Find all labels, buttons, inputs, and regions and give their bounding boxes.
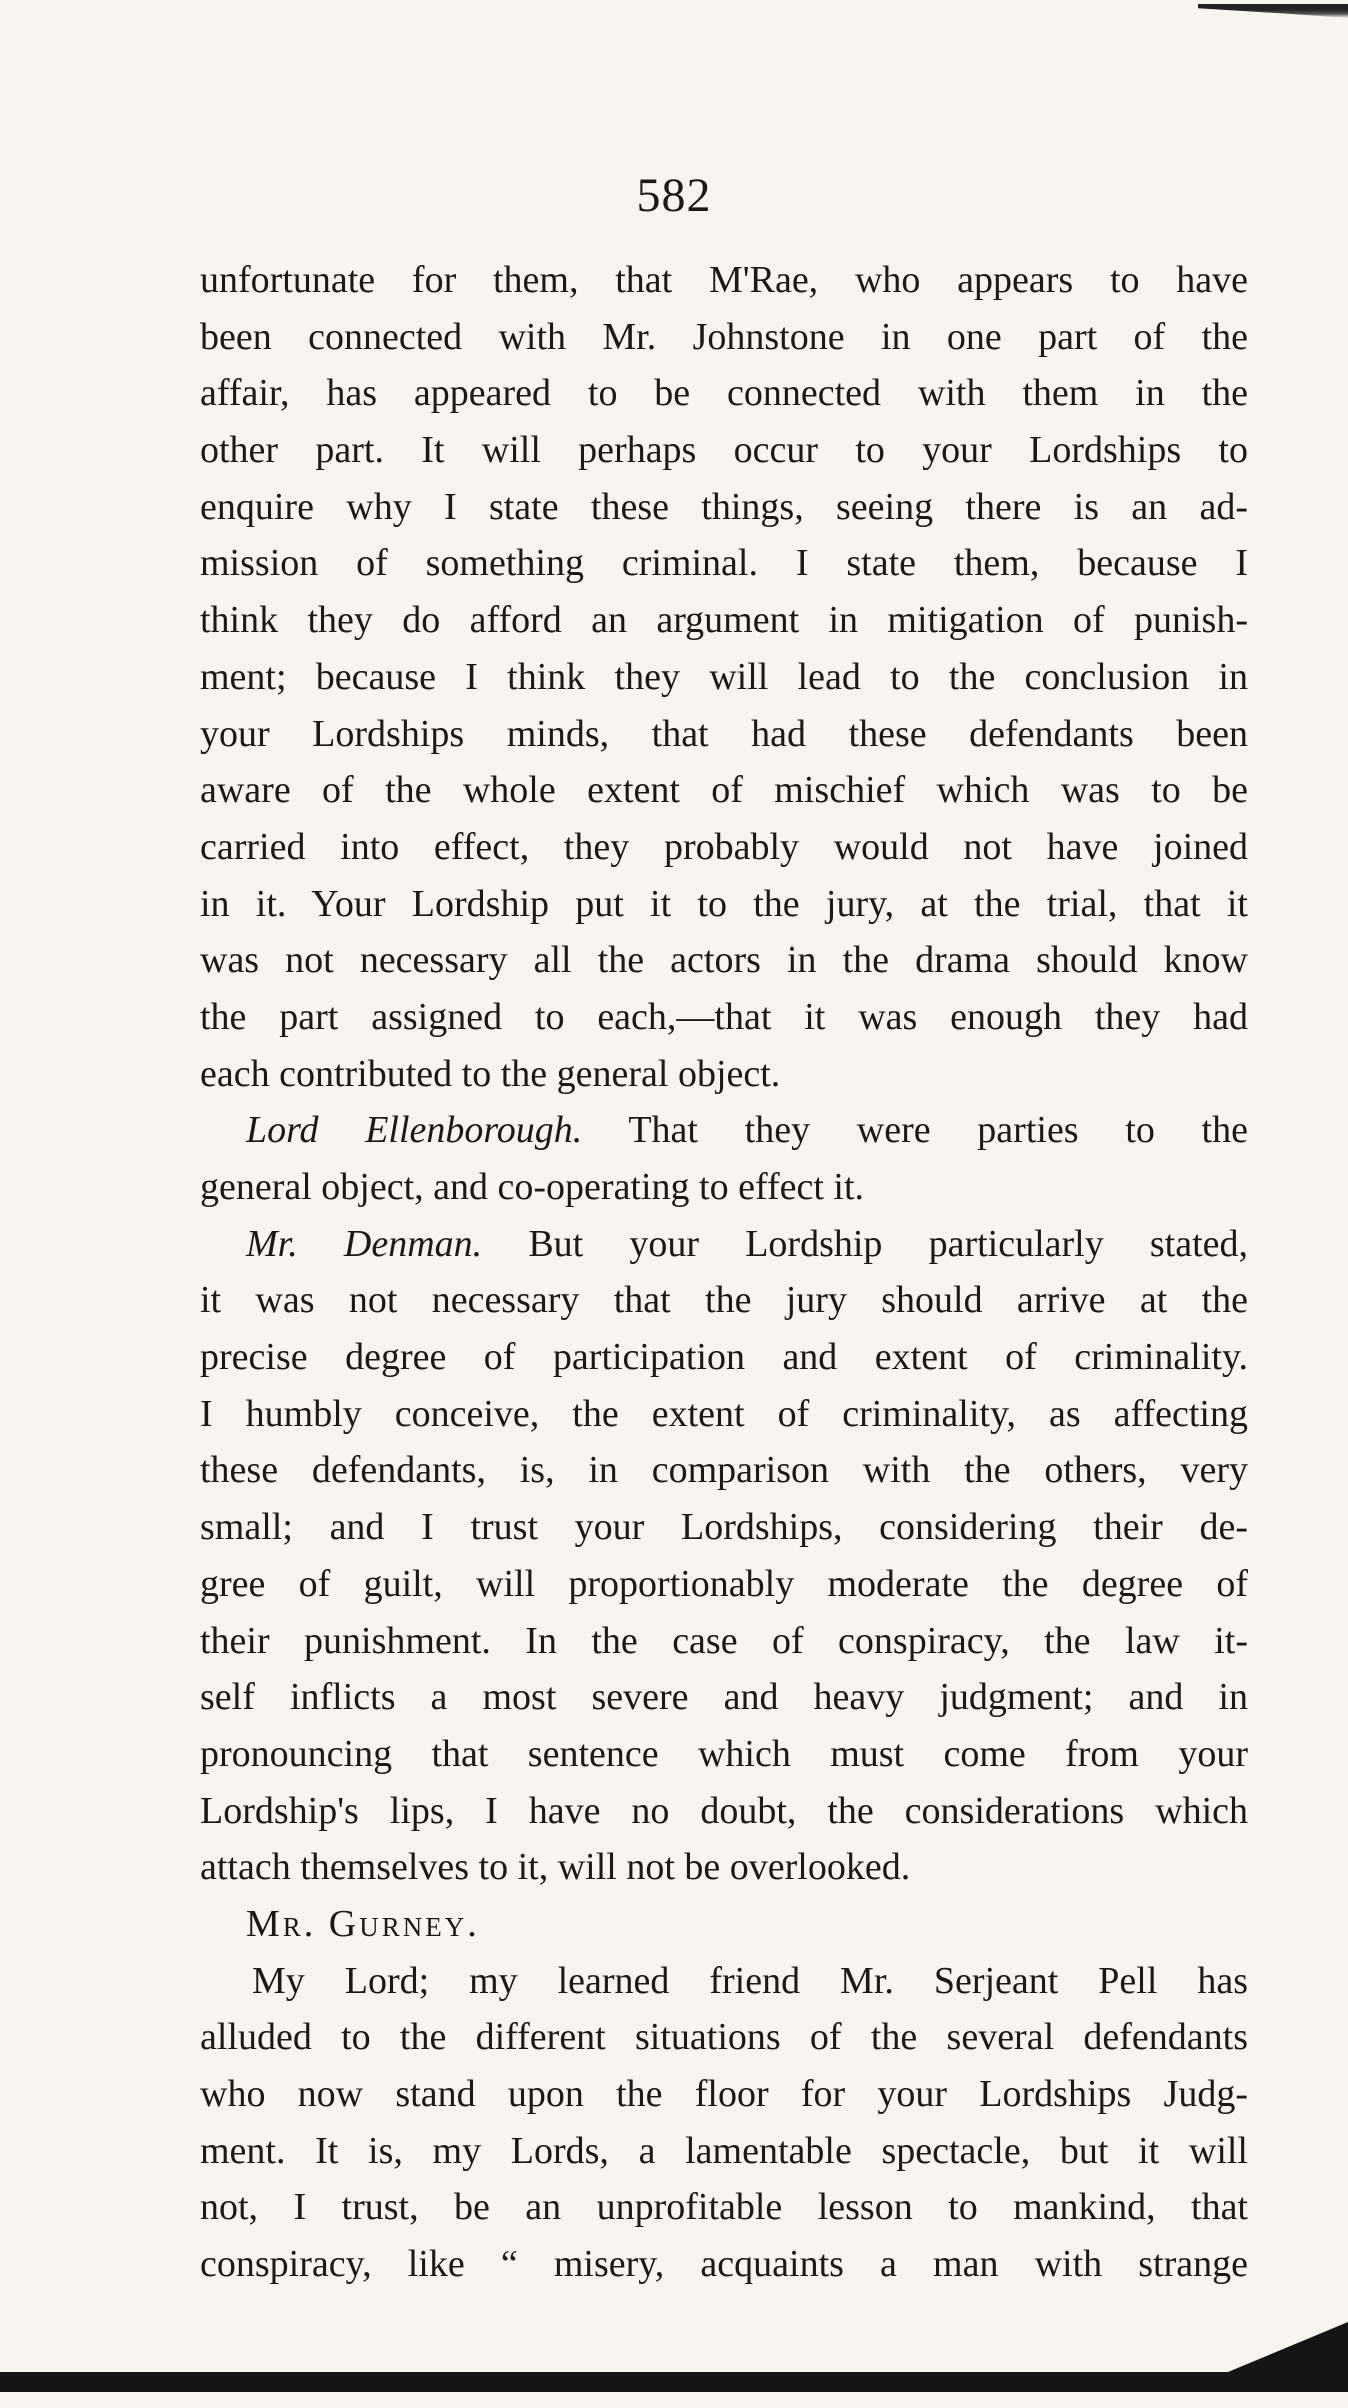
text-line: it was not necessary that the jury should arrive at the — [200, 1279, 1248, 1322]
text-line: Lordship's lips, I have no doubt, the considerations which — [200, 1789, 1248, 1832]
text-line: ment. It is, my Lords, a lamentable spectacle, but it will — [200, 2129, 1248, 2172]
text-line: who now stand upon the floor for your Lordships Judg- — [200, 2073, 1248, 2115]
text-line: gree of guilt, will proportionably moderate the degree of — [200, 1562, 1248, 1605]
text-line: your Lordships minds, that had these defendants been — [200, 712, 1248, 755]
text-line: affair, has appeared to be connected with them in the — [200, 372, 1248, 415]
text-line: the part assigned to each,—that it was enough they had — [200, 995, 1248, 1038]
text-line-speaker — [200, 1216, 1248, 1273]
text-line: small; and I trust your Lordships, considering their de- — [200, 1506, 1248, 1549]
text-line: My Lord; my learned friend Mr. Serjeant Pell has — [252, 1959, 1248, 2002]
speaker-name: Mr. Denman. — [246, 1222, 483, 1265]
text-line: in it. Your Lordship put it to the jury, at the trial, that it — [200, 882, 1248, 925]
text-line: each contributed to the general object. — [200, 1052, 781, 1095]
text-line: aware of the whole extent of mischief which was to be — [200, 769, 1248, 812]
speaker-heading: Mr. Gurney. — [246, 1902, 480, 1945]
text-line: unfortunate for them, that M'Rae, who appears to have — [200, 259, 1248, 301]
text-line: conspiracy, like “ misery, acquaints a man with strange — [200, 2243, 1248, 2286]
paragraph-1 — [200, 252, 1248, 1102]
text-line: their punishment. In the case of conspiracy, the law it- — [200, 1619, 1248, 1662]
text-line: I humbly conceive, the extent of criminality, as affecting — [200, 1392, 1248, 1435]
speaker-name: Lord Ellenborough. — [246, 1109, 583, 1152]
text-line: general object, and co-operating to effect it. — [200, 1166, 864, 1208]
text-line: not, I trust, be an unprofitable lesson to mankind, that — [200, 2186, 1248, 2229]
text-line: think they do afford an argument in mitigation of punish- — [200, 599, 1248, 642]
paragraph-4 — [200, 1953, 1248, 2293]
page-body-text — [200, 252, 1248, 2293]
text-line: carried into effect, they probably would not have joined — [200, 825, 1248, 868]
text-line: alluded to the different situations of the several defendants — [200, 2016, 1248, 2059]
text-line: attach themselves to it, will not be overlooked. — [200, 1846, 911, 1889]
paragraph-3 — [200, 1216, 1248, 1896]
speech-text: But your Lordship particularly stated, — [528, 1222, 1248, 1265]
page-edge-shadow-top — [1198, 4, 1348, 18]
text-line: these defendants, is, in comparison with the others, very — [200, 1449, 1248, 1492]
text-line: enquire why I state these things, seeing there is an ad- — [200, 485, 1248, 528]
text-line: been connected with Mr. Johnstone in one part of the — [200, 315, 1248, 358]
speech-text: That they were parties to the — [628, 1109, 1248, 1152]
text-line: was not necessary all the actors in the drama should know — [200, 939, 1248, 982]
text-line: ment; because I think they will lead to the conclusion in — [200, 655, 1248, 698]
text-line: self inflicts a most severe and heavy judgment; and in — [200, 1676, 1248, 1719]
text-line: pronouncing that sentence which must come from your — [200, 1732, 1248, 1775]
page-edge-shadow-bottom — [0, 2372, 1348, 2392]
page-edge-shadow-corner — [1228, 2322, 1348, 2372]
text-line: mission of something criminal. I state them, because I — [200, 542, 1248, 585]
text-line-speaker — [200, 1102, 1248, 1159]
paragraph-2 — [200, 1102, 1248, 1215]
page-number: 582 — [636, 169, 712, 222]
text-line: precise degree of participation and extent of criminality. — [200, 1336, 1248, 1379]
text-line: other part. It will perhaps occur to your Lordships to — [200, 429, 1248, 472]
